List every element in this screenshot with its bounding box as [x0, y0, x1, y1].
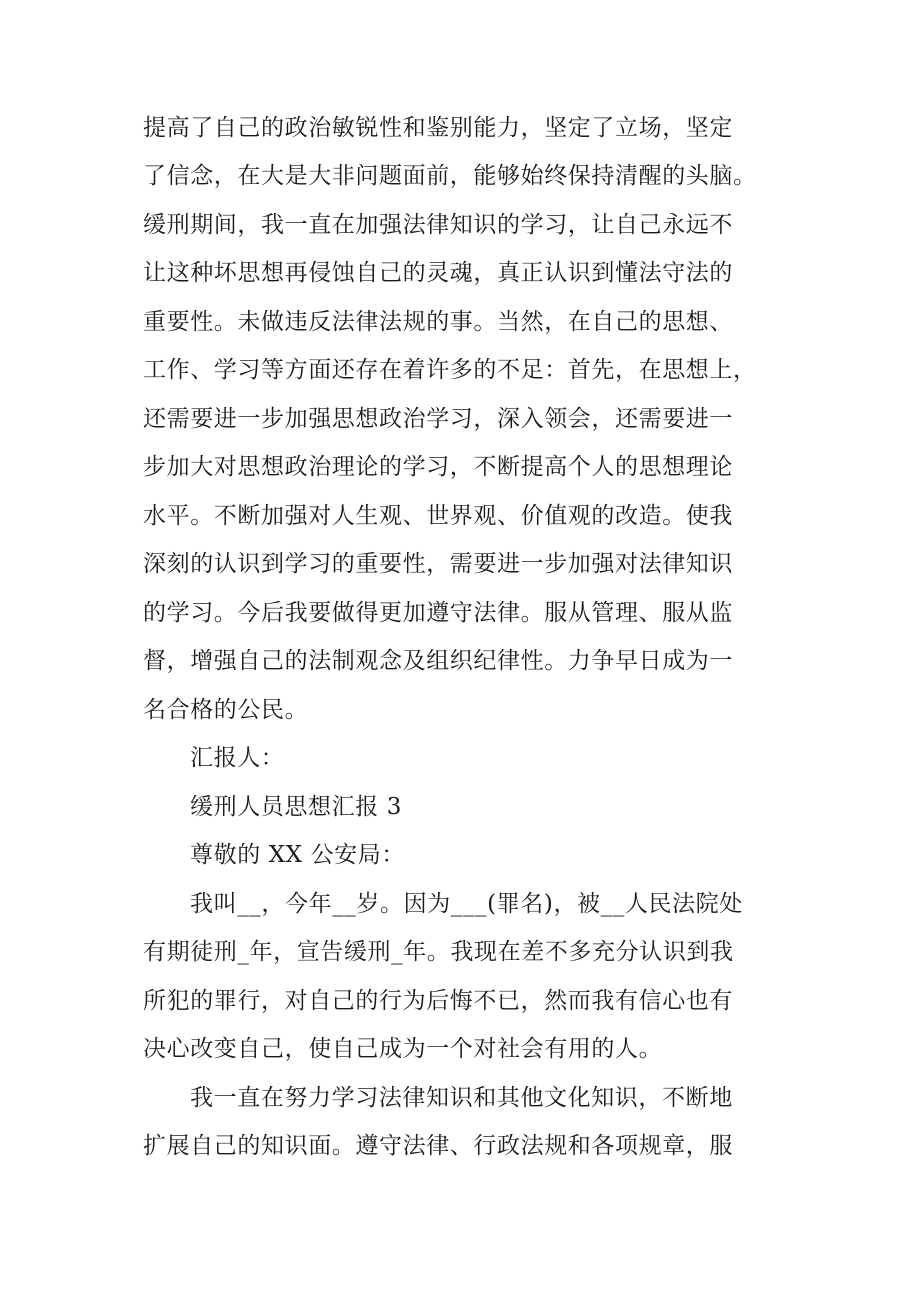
- paragraph-line: 工作、学习等方面还存在着许多的不足：首先，在思想上，: [143, 357, 757, 383]
- paragraph-line: 让这种坏思想再侵蚀自己的灵魂，真正认识到懂法守法的: [143, 260, 733, 286]
- section-title: 缓刑人员思想汇报 3: [190, 794, 402, 820]
- paragraph-line: 名合格的公民。: [143, 697, 309, 723]
- paragraph-line: 重要性。未做违反法律法规的事。当然，在自己的思想、: [143, 309, 733, 335]
- reporter-label: 汇报人：: [190, 745, 285, 771]
- paragraph-line: 还需要进一步加强思想政治学习，深入领会，还需要进一: [143, 406, 733, 432]
- paragraph-line: 步加大对思想政治理论的学习，不断提高个人的思想理论: [143, 454, 733, 480]
- paragraph-line: 了信念，在大是大非问题面前，能够始终保持清醒的头脑。: [143, 163, 757, 189]
- paragraph-line: 缓刑期间，我一直在加强法律知识的学习，让自己永远不: [143, 212, 733, 238]
- paragraph-line: 所犯的罪行，对自己的行为后悔不已，然而我有信心也有: [143, 988, 733, 1014]
- paragraph-line: 有期徒刑_年，宣告缓刑_年。我现在差不多充分认识到我: [143, 939, 734, 965]
- paragraph-line: 提高了自己的政治敏锐性和鉴别能力，坚定了立场，坚定: [143, 115, 733, 141]
- paragraph-line: 决心改变自己，使自己成为一个对社会有用的人。: [143, 1036, 663, 1062]
- paragraph-line: 督，增强自己的法制观念及组织纪律性。力争早日成为一: [143, 648, 733, 674]
- salutation: 尊敬的 XX 公安局：: [190, 842, 405, 868]
- paragraph-line: 的学习。今后我要做得更加遵守法律。服从管理、服从监: [143, 600, 733, 626]
- paragraph-line: 我一直在努力学习法律知识和其他文化知识，不断地: [190, 1085, 733, 1111]
- paragraph-line: 深刻的认识到学习的重要性，需要进一步加强对法律知识: [143, 551, 733, 577]
- paragraph-line: 水平。不断加强对人生观、世界观、价值观的改造。使我: [143, 503, 733, 529]
- paragraph-line: 扩展自己的知识面。遵守法律、行政法规和各项规章，服: [143, 1133, 733, 1159]
- paragraph-line: 我叫__，今年__岁。因为___(罪名)，被__人民法院处: [190, 891, 743, 917]
